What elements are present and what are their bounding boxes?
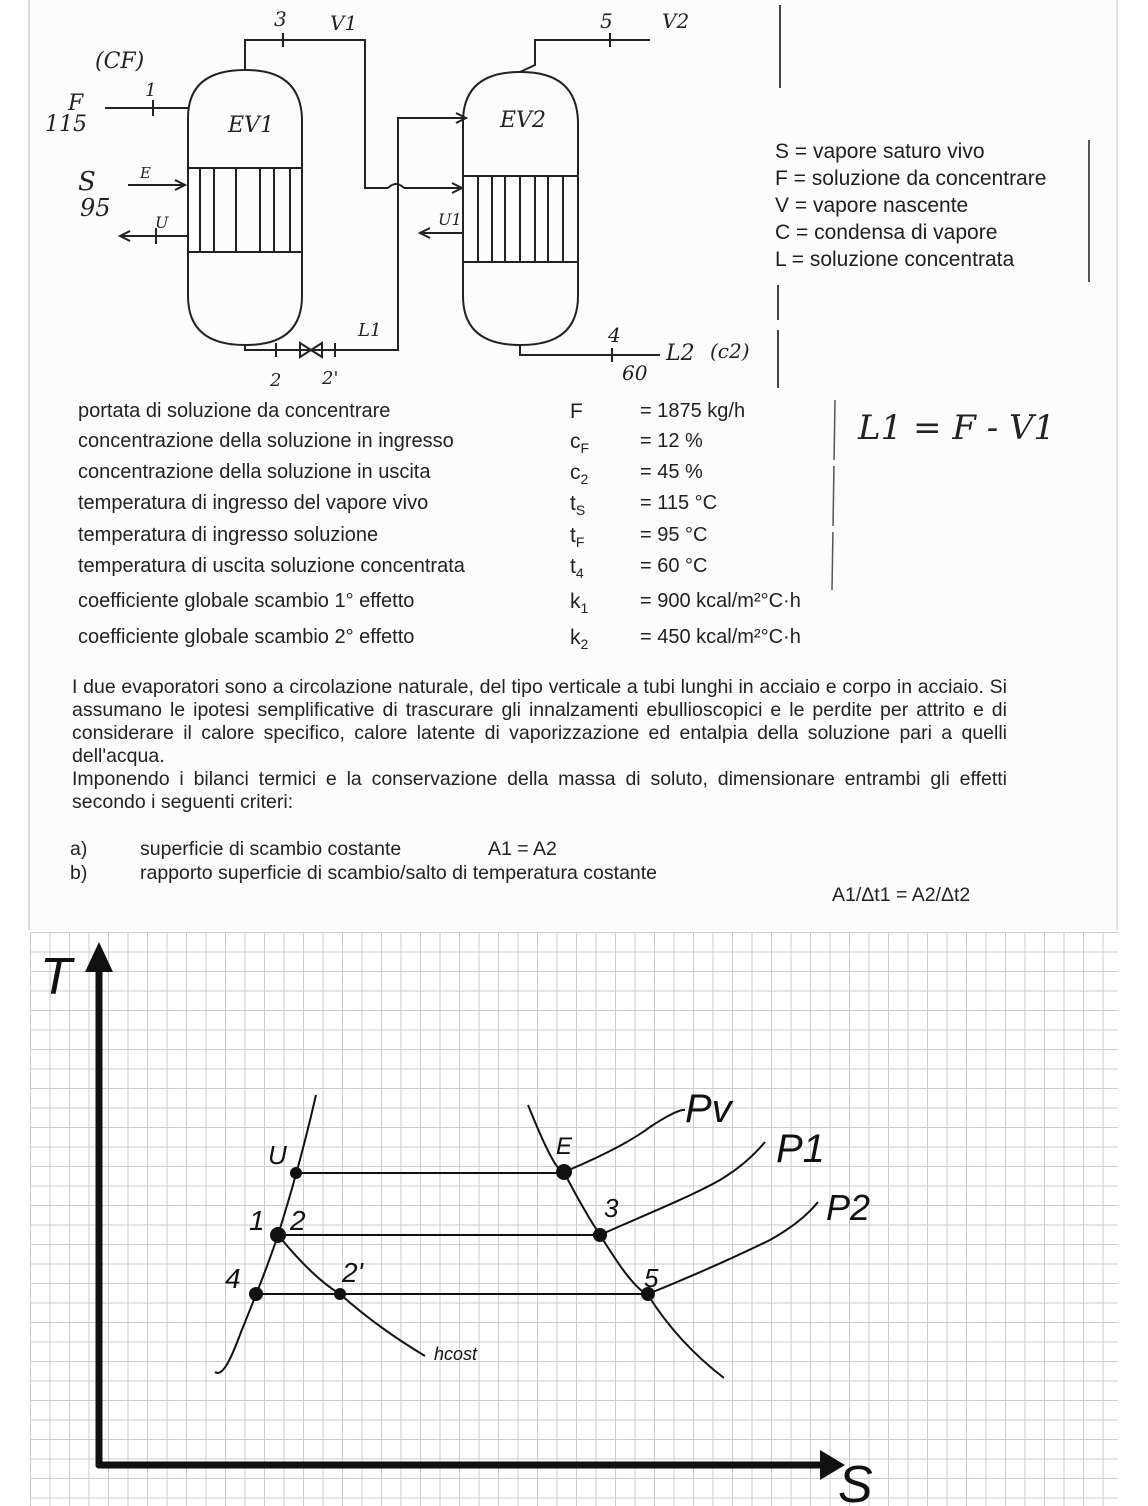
parameter-symbol: $c_2$ (570, 461, 589, 488)
stream-2-prime: 2' (322, 368, 339, 389)
paragraph: Imponendo i bilanci termici e la conservazione della massa di soluto, dimensionare entrambi gli effetti secondo i seguenti criteri: (72, 768, 1007, 813)
c2-label: (c2) (710, 339, 750, 363)
parameter-value: = 12 % (640, 430, 703, 452)
label-p1: P1 (776, 1127, 825, 1171)
legend-item: F = soluzione da concentrare (775, 167, 1047, 190)
parameter-label: temperatura di ingresso soluzione (78, 524, 379, 546)
label-5: 5 (644, 1263, 659, 1293)
l2-label: L2 (666, 341, 695, 366)
stream-4: 4 (608, 323, 621, 347)
stream-3: 3 (274, 7, 287, 31)
parameter-value: = 60 °C (640, 555, 708, 577)
parameter-value: = 900 kcal/m²°C·h (640, 590, 801, 612)
isobar-p2 (648, 1202, 818, 1294)
v1-label: V1 (330, 11, 358, 35)
handwritten-note: L1 = F - V1 (858, 408, 1056, 448)
l1-label: L1 (358, 320, 382, 341)
l2-temp: 60 (622, 361, 648, 385)
parameter-symbol: F (570, 400, 583, 423)
v2-label: V2 (662, 9, 690, 33)
point-4 (249, 1287, 263, 1301)
u1-label: U1 (438, 210, 462, 229)
point-e (556, 1164, 572, 1180)
u-label: U (155, 213, 169, 232)
f-temp: 115 (45, 112, 87, 137)
isobar-p1 (600, 1142, 765, 1235)
legend-item: V = vapore nascente (775, 194, 969, 217)
parameter-symbol: $c_F$ (570, 430, 590, 457)
label-2-prime: 2' (342, 1257, 363, 1288)
axis-y-label: T (40, 948, 72, 1006)
parameter-label: coefficiente globale scambio 1° effetto (78, 590, 415, 612)
ts-diagram (0, 932, 1148, 1506)
point-u (290, 1167, 302, 1179)
paragraph: I due evaporatori sono a circolazione naturale, del tipo verticale a tubi lunghi in acciaio e corpo in acciaio. Si assumano le ipotesi semplificative di trascurare gli innalzamenti ebullioscopici e le perdite per attrito e di considerare il calore specifico, calore latente di vaporizzazione ed entalpia della soluzione pari a quelli dell'acqua. (72, 676, 1007, 767)
parameter-label: temperatura di uscita soluzione concentrata (78, 555, 465, 577)
point-1-2 (270, 1227, 286, 1243)
cf-label: (CF) (95, 49, 145, 74)
label-2: 2 (290, 1205, 306, 1236)
ev1-label: EV1 (228, 113, 274, 138)
e-label: E (140, 164, 151, 182)
parameter-value: = 95 °C (640, 524, 708, 546)
page: (CF) F 115 S 95 E U U1 EV1 EV2 1 2 2' 3 4 5 V1 V2 L1 L2 (c2) 60 S = vapore saturo vivo F = soluzione da concentrare V = vapore nascente C = condensa di vapore L = soluzione concentrata portata di soluzione da concentrare F = 1875 kg/h concentrazione della soluzione in ingresso $c_F$ = 12 % concentrazione della soluzione in uscita $c_2$ = 45 % temperatura di ingresso del vapore vivo $t_S$ = 115 °C temperatura di ingresso soluzione $t_F$ = 95 °C temperatura di uscita soluzione concentrata $t_4$ = 60 °C coefficiente globale scambio 1° effetto $k_1$ = 900 kcal/m²°C·h coefficiente globale scambio 2° effetto $k_2$ = 450 kcal/m²°C·h L1 = F - V1 I due evaporatori sono a circolazione naturale, del tipo verticale a tubi lunghi in acciaio e corpo in acciaio. Si assumano le ipotesi semplificative di trascurare gli innalzamenti ebullioscopici e le perdite per attrito e di considerare il calore specifico, calore latente di vaporizzazione ed entalpia della soluzione pari a quelli dell'acqua. Imponendo i bilanci termici e la conservazione della massa di soluto, dimensionare entrambi gli effetti secondo i seguenti criteri: a) superficie di scambio costante A1 = A2 b) rapporto superficie di scambio/salto di temperatura costante A1/Δt1 = A2/Δt2 T S U E 1 2 3 4 2' 5 Pv P1 P2 hcost (0, 0, 1148, 1506)
stream-5: 5 (600, 9, 613, 33)
criterion-formula: A1/Δt1 = A2/Δt2 (832, 884, 971, 906)
parameter-label: portata di soluzione da concentrare (78, 400, 391, 422)
label-hcost: hcost (434, 1344, 478, 1364)
isobar-pv (564, 1110, 685, 1172)
s-temp: 95 (80, 194, 111, 222)
label-3: 3 (604, 1193, 619, 1223)
stream-1: 1 (145, 80, 157, 101)
y-axis-arrow (85, 942, 113, 972)
label-u: U (268, 1140, 287, 1170)
parameter-symbol: $t_F$ (570, 524, 585, 551)
label-e: E (556, 1133, 573, 1160)
parameter-label: temperatura di ingresso del vapore vivo (78, 492, 429, 514)
parameter-symbol: $k_1$ (570, 590, 589, 617)
label-4: 4 (225, 1263, 241, 1294)
parameter-symbol: $t_S$ (570, 492, 586, 519)
f-label: F (68, 91, 84, 116)
parameter-symbol: $t_4$ (570, 555, 584, 582)
parameter-value: = 45 % (640, 461, 703, 483)
point-3 (593, 1228, 607, 1242)
parameter-symbol: $k_2$ (570, 626, 589, 653)
parameter-label: coefficiente globale scambio 2° effetto (78, 626, 415, 648)
parameter-label: concentrazione della soluzione in uscita (78, 461, 431, 483)
exercise-text (72, 676, 1007, 814)
criterion-formula: A1 = A2 (488, 838, 557, 860)
isenthalp-curve (278, 1235, 425, 1356)
legend-item: L = soluzione concentrata (775, 248, 1015, 271)
parameter-value: = 1875 kg/h (640, 400, 746, 422)
label-p2: P2 (826, 1187, 871, 1228)
legend-item: C = condensa di vapore (775, 221, 998, 244)
parameter-value: = 450 kcal/m²°C·h (640, 626, 801, 648)
ev2-label: EV2 (500, 108, 546, 133)
s-label: S (78, 167, 96, 197)
label-1: 1 (249, 1205, 265, 1236)
parameter-label: concentrazione della soluzione in ingresso (78, 430, 454, 452)
parameter-value: = 115 °C (640, 492, 718, 514)
legend-item: S = vapore saturo vivo (775, 140, 985, 163)
axis-x-label: S (838, 1456, 873, 1506)
stream-2: 2 (270, 370, 282, 391)
point-2-prime (334, 1288, 346, 1300)
label-pv: Pv (685, 1087, 732, 1131)
